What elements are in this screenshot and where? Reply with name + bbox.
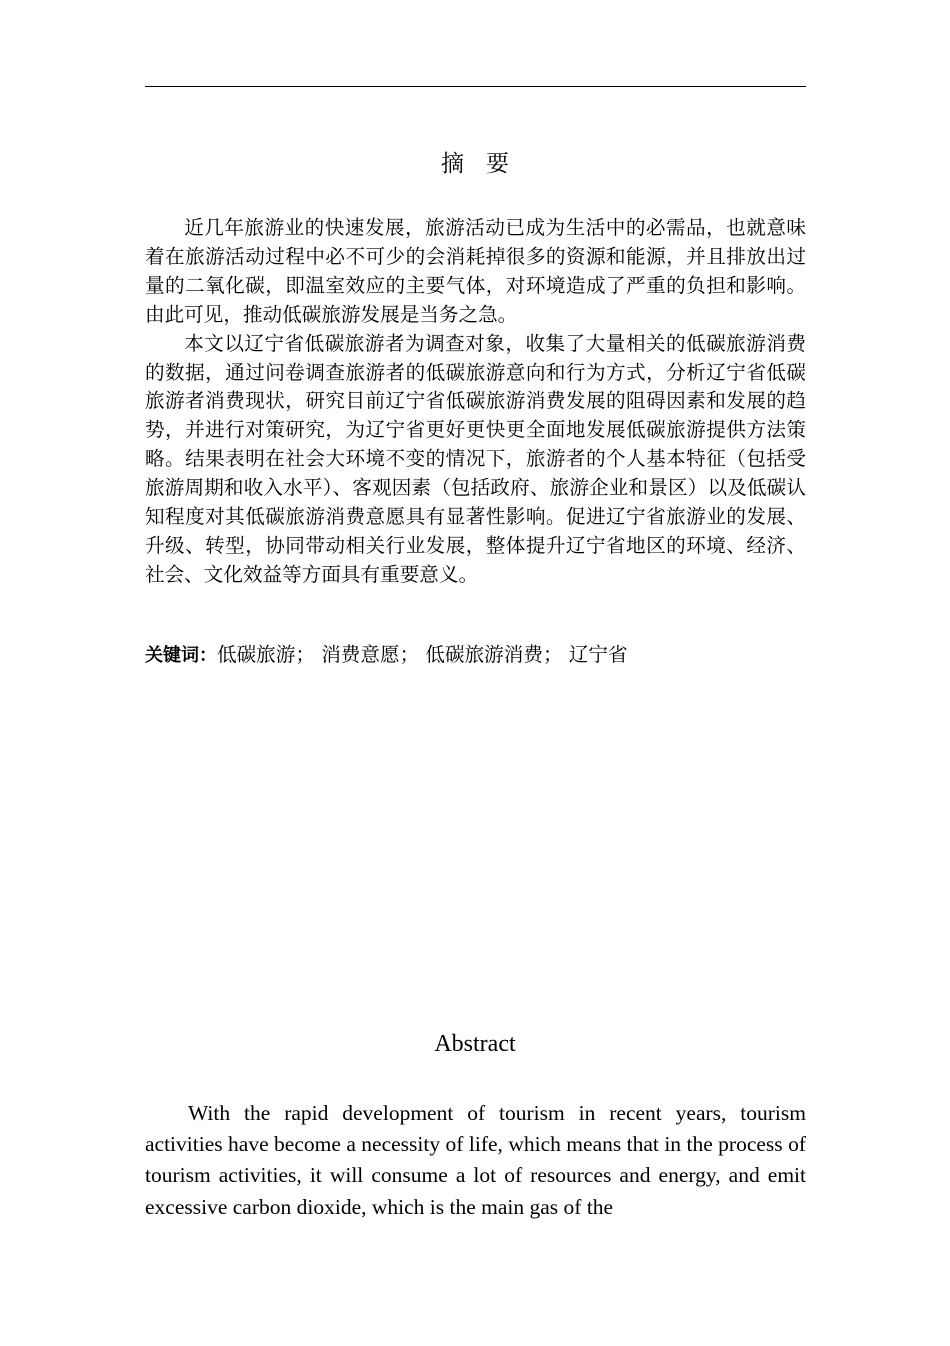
english-abstract-paragraph: With the rapid development of tourism in recent years, tourism activities have become a necessity of life, which means that in the process of tourism activities, it will consume a lot of resources and energy, and emit excessive carbon dioxide, which is the main gas of the xyxy=(145,1101,806,1219)
chinese-abstract-title: 摘要 xyxy=(441,151,531,177)
english-abstract-title: Abstract xyxy=(434,1031,516,1057)
keywords-list: 低碳旅游； 消费意愿； 低碳旅游消费； 辽宁省 xyxy=(217,643,628,666)
keywords-line xyxy=(145,641,806,670)
header-rule xyxy=(145,86,806,87)
chinese-abstract-paragraph-2: 本文以辽宁省低碳旅游者为调查对象，收集了大量相关的低碳旅游消费的数据，通过问卷调查旅游者的低碳旅游意向和行为方式，分析辽宁省低碳旅游者消费现状，研究目前辽宁省低碳旅游消费发展的阻碍因素和发展的趋势，并进行对策研究，为辽宁省更好更快更全面地发展低碳旅游提供方法策略。结果表明在社会大环境不变的情况下，旅游者的个人基本特征（包括受旅游周期和收入水平）、客观因素（包括政府、旅游企业和景区）以及低碳认知程度对其低碳旅游消费意愿具有显著性影响。促进辽宁省旅游业的发展、升级、转型，协同带动相关行业发展，整体提升辽宁省地区的环境、经济、社会、文化效益等方面具有重要意义。 xyxy=(145,331,806,586)
chinese-abstract-body xyxy=(145,214,806,590)
chinese-abstract-paragraph-1: 近几年旅游业的快速发展，旅游活动已成为生活中的必需品，也就意味着在旅游活动过程中必不可少的会消耗掉很多的资源和能源，并且排放出过量的二氧化碳，即温室效应的主要气体，对环境造成了严重的负担和影响。由此可见，推动低碳旅游发展是当务之急。 xyxy=(145,216,806,326)
keywords-label: 关键词： xyxy=(145,645,217,666)
